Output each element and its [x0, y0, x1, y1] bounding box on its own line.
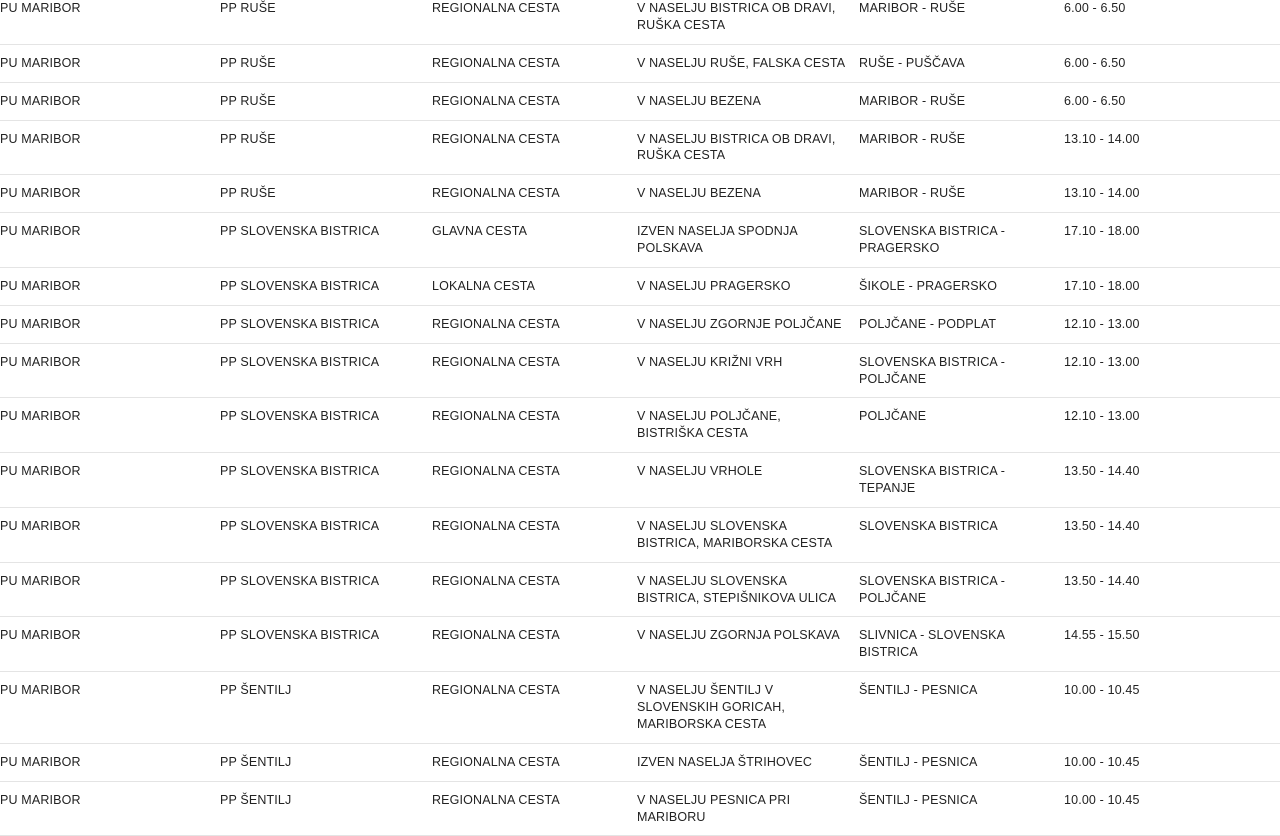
- cell-police-directorate: PU MARIBOR: [0, 120, 220, 175]
- cell-police-directorate: PU MARIBOR: [0, 267, 220, 305]
- cell-police-station: PP SLOVENSKA BISTRICA: [220, 562, 432, 617]
- cell-location: V NASELJU KRIŽNI VRH: [637, 343, 859, 398]
- cell-time-range: 17.10 - 18.00: [1064, 213, 1280, 268]
- cell-time-range: 13.10 - 14.00: [1064, 175, 1280, 213]
- cell-location: V NASELJU POLJČANE, BISTRIŠKA CESTA: [637, 398, 859, 453]
- cell-time-range: 10.00 - 10.45: [1064, 781, 1280, 836]
- table-row: [0, 213, 1280, 268]
- cell-road-type: REGIONALNA CESTA: [432, 507, 637, 562]
- cell-location: V NASELJU PESNICA PRI MARIBORU: [637, 781, 859, 836]
- cell-section: SLOVENSKA BISTRICA - POLJČANE: [859, 562, 1064, 617]
- table-row: [0, 453, 1280, 508]
- cell-location: V NASELJU SLOVENSKA BISTRICA, STEPIŠNIKOVA ULICA: [637, 562, 859, 617]
- cell-police-station: PP SLOVENSKA BISTRICA: [220, 398, 432, 453]
- table-row: [0, 305, 1280, 343]
- cell-location: V NASELJU ZGORNJA POLSKAVA: [637, 617, 859, 672]
- cell-location: V NASELJU BISTRICA OB DRAVI, RUŠKA CESTA: [637, 120, 859, 175]
- cell-police-directorate: PU MARIBOR: [0, 781, 220, 836]
- cell-section: MARIBOR - RUŠE: [859, 82, 1064, 120]
- cell-road-type: LOKALNA CESTA: [432, 267, 637, 305]
- cell-section: ŠENTILJ - PESNICA: [859, 743, 1064, 781]
- cell-time-range: 13.50 - 14.40: [1064, 453, 1280, 508]
- cell-section: SLOVENSKA BISTRICA - TEPANJE: [859, 453, 1064, 508]
- cell-section: ŠENTILJ - PESNICA: [859, 672, 1064, 744]
- cell-location: V NASELJU ZGORNJE POLJČANE: [637, 305, 859, 343]
- cell-police-station: PP SLOVENSKA BISTRICA: [220, 343, 432, 398]
- cell-road-type: REGIONALNA CESTA: [432, 453, 637, 508]
- cell-police-directorate: PU MARIBOR: [0, 453, 220, 508]
- table-row: [0, 267, 1280, 305]
- cell-police-station: PP ŠENTILJ: [220, 743, 432, 781]
- cell-police-station: PP RUŠE: [220, 120, 432, 175]
- cell-road-type: REGIONALNA CESTA: [432, 120, 637, 175]
- cell-police-station: PP ŠENTILJ: [220, 672, 432, 744]
- cell-police-station: PP SLOVENSKA BISTRICA: [220, 305, 432, 343]
- cell-section: SLOVENSKA BISTRICA - PRAGERSKO: [859, 213, 1064, 268]
- cell-police-directorate: PU MARIBOR: [0, 672, 220, 744]
- cell-section: SLOVENSKA BISTRICA: [859, 507, 1064, 562]
- cell-section: POLJČANE - PODPLAT: [859, 305, 1064, 343]
- cell-police-directorate: PU MARIBOR: [0, 213, 220, 268]
- cell-road-type: REGIONALNA CESTA: [432, 562, 637, 617]
- cell-road-type: REGIONALNA CESTA: [432, 781, 637, 836]
- cell-location: IZVEN NASELJA SPODNJA POLSKAVA: [637, 213, 859, 268]
- cell-road-type: GLAVNA CESTA: [432, 213, 637, 268]
- cell-location: V NASELJU VRHOLE: [637, 453, 859, 508]
- cell-section: MARIBOR - RUŠE: [859, 0, 1064, 44]
- table-row: [0, 672, 1280, 744]
- cell-police-directorate: PU MARIBOR: [0, 0, 220, 44]
- cell-location: V NASELJU BEZENA: [637, 175, 859, 213]
- cell-time-range: 10.00 - 10.45: [1064, 672, 1280, 744]
- cell-location: V NASELJU RUŠE, FALSKA CESTA: [637, 44, 859, 82]
- table-row: [0, 562, 1280, 617]
- cell-time-range: 12.10 - 13.00: [1064, 343, 1280, 398]
- cell-time-range: 13.50 - 14.40: [1064, 562, 1280, 617]
- cell-section: POLJČANE: [859, 398, 1064, 453]
- cell-police-directorate: PU MARIBOR: [0, 507, 220, 562]
- cell-police-directorate: PU MARIBOR: [0, 175, 220, 213]
- table-row: [0, 44, 1280, 82]
- cell-police-directorate: PU MARIBOR: [0, 562, 220, 617]
- cell-police-station: PP RUŠE: [220, 0, 432, 44]
- cell-police-station: PP RUŠE: [220, 175, 432, 213]
- cell-road-type: REGIONALNA CESTA: [432, 743, 637, 781]
- cell-time-range: 10.00 - 10.45: [1064, 743, 1280, 781]
- cell-police-directorate: PU MARIBOR: [0, 617, 220, 672]
- table-row: [0, 398, 1280, 453]
- cell-police-station: PP ŠENTILJ: [220, 781, 432, 836]
- table-row: [0, 0, 1280, 44]
- cell-road-type: REGIONALNA CESTA: [432, 343, 637, 398]
- table-row: [0, 82, 1280, 120]
- cell-location: V NASELJU BISTRICA OB DRAVI, RUŠKA CESTA: [637, 0, 859, 44]
- table-row: [0, 343, 1280, 398]
- cell-location: V NASELJU PRAGERSKO: [637, 267, 859, 305]
- table-row: [0, 743, 1280, 781]
- cell-time-range: 13.10 - 14.00: [1064, 120, 1280, 175]
- table-row: [0, 781, 1280, 836]
- cell-police-station: PP SLOVENSKA BISTRICA: [220, 617, 432, 672]
- cell-police-directorate: PU MARIBOR: [0, 398, 220, 453]
- table-row: [0, 120, 1280, 175]
- cell-location: V NASELJU BEZENA: [637, 82, 859, 120]
- cell-section: SLOVENSKA BISTRICA - POLJČANE: [859, 343, 1064, 398]
- cell-time-range: 12.10 - 13.00: [1064, 305, 1280, 343]
- cell-police-directorate: PU MARIBOR: [0, 343, 220, 398]
- cell-location: IZVEN NASELJA ŠTRIHOVEC: [637, 743, 859, 781]
- cell-time-range: 6.00 - 6.50: [1064, 82, 1280, 120]
- cell-police-directorate: PU MARIBOR: [0, 44, 220, 82]
- cell-time-range: 14.55 - 15.50: [1064, 617, 1280, 672]
- cell-time-range: 13.50 - 14.40: [1064, 507, 1280, 562]
- cell-road-type: REGIONALNA CESTA: [432, 82, 637, 120]
- cell-location: V NASELJU SLOVENSKA BISTRICA, MARIBORSKA CESTA: [637, 507, 859, 562]
- cell-time-range: 12.10 - 13.00: [1064, 398, 1280, 453]
- cell-section: SLIVNICA - SLOVENSKA BISTRICA: [859, 617, 1064, 672]
- cell-police-directorate: PU MARIBOR: [0, 82, 220, 120]
- cell-road-type: REGIONALNA CESTA: [432, 305, 637, 343]
- cell-road-type: REGIONALNA CESTA: [432, 672, 637, 744]
- cell-location: V NASELJU ŠENTILJ V SLOVENSKIH GORICAH, MARIBORSKA CESTA: [637, 672, 859, 744]
- cell-road-type: REGIONALNA CESTA: [432, 617, 637, 672]
- cell-section: RUŠE - PUŠČAVA: [859, 44, 1064, 82]
- cell-police-directorate: PU MARIBOR: [0, 743, 220, 781]
- table-row: [0, 175, 1280, 213]
- cell-police-station: PP SLOVENSKA BISTRICA: [220, 453, 432, 508]
- cell-section: ŠENTILJ - PESNICA: [859, 781, 1064, 836]
- cell-road-type: REGIONALNA CESTA: [432, 0, 637, 44]
- cell-road-type: REGIONALNA CESTA: [432, 175, 637, 213]
- cell-police-directorate: PU MARIBOR: [0, 305, 220, 343]
- cell-section: MARIBOR - RUŠE: [859, 175, 1064, 213]
- cell-police-station: PP RUŠE: [220, 82, 432, 120]
- cell-section: ŠIKOLE - PRAGERSKO: [859, 267, 1064, 305]
- cell-time-range: 17.10 - 18.00: [1064, 267, 1280, 305]
- cell-police-station: PP SLOVENSKA BISTRICA: [220, 507, 432, 562]
- cell-section: MARIBOR - RUŠE: [859, 120, 1064, 175]
- cell-police-station: PP SLOVENSKA BISTRICA: [220, 267, 432, 305]
- cell-road-type: REGIONALNA CESTA: [432, 44, 637, 82]
- table-row: [0, 507, 1280, 562]
- cell-time-range: 6.00 - 6.50: [1064, 0, 1280, 44]
- cell-police-station: PP RUŠE: [220, 44, 432, 82]
- cell-time-range: 6.00 - 6.50: [1064, 44, 1280, 82]
- table-row: [0, 617, 1280, 672]
- cell-police-station: PP SLOVENSKA BISTRICA: [220, 213, 432, 268]
- cell-road-type: REGIONALNA CESTA: [432, 398, 637, 453]
